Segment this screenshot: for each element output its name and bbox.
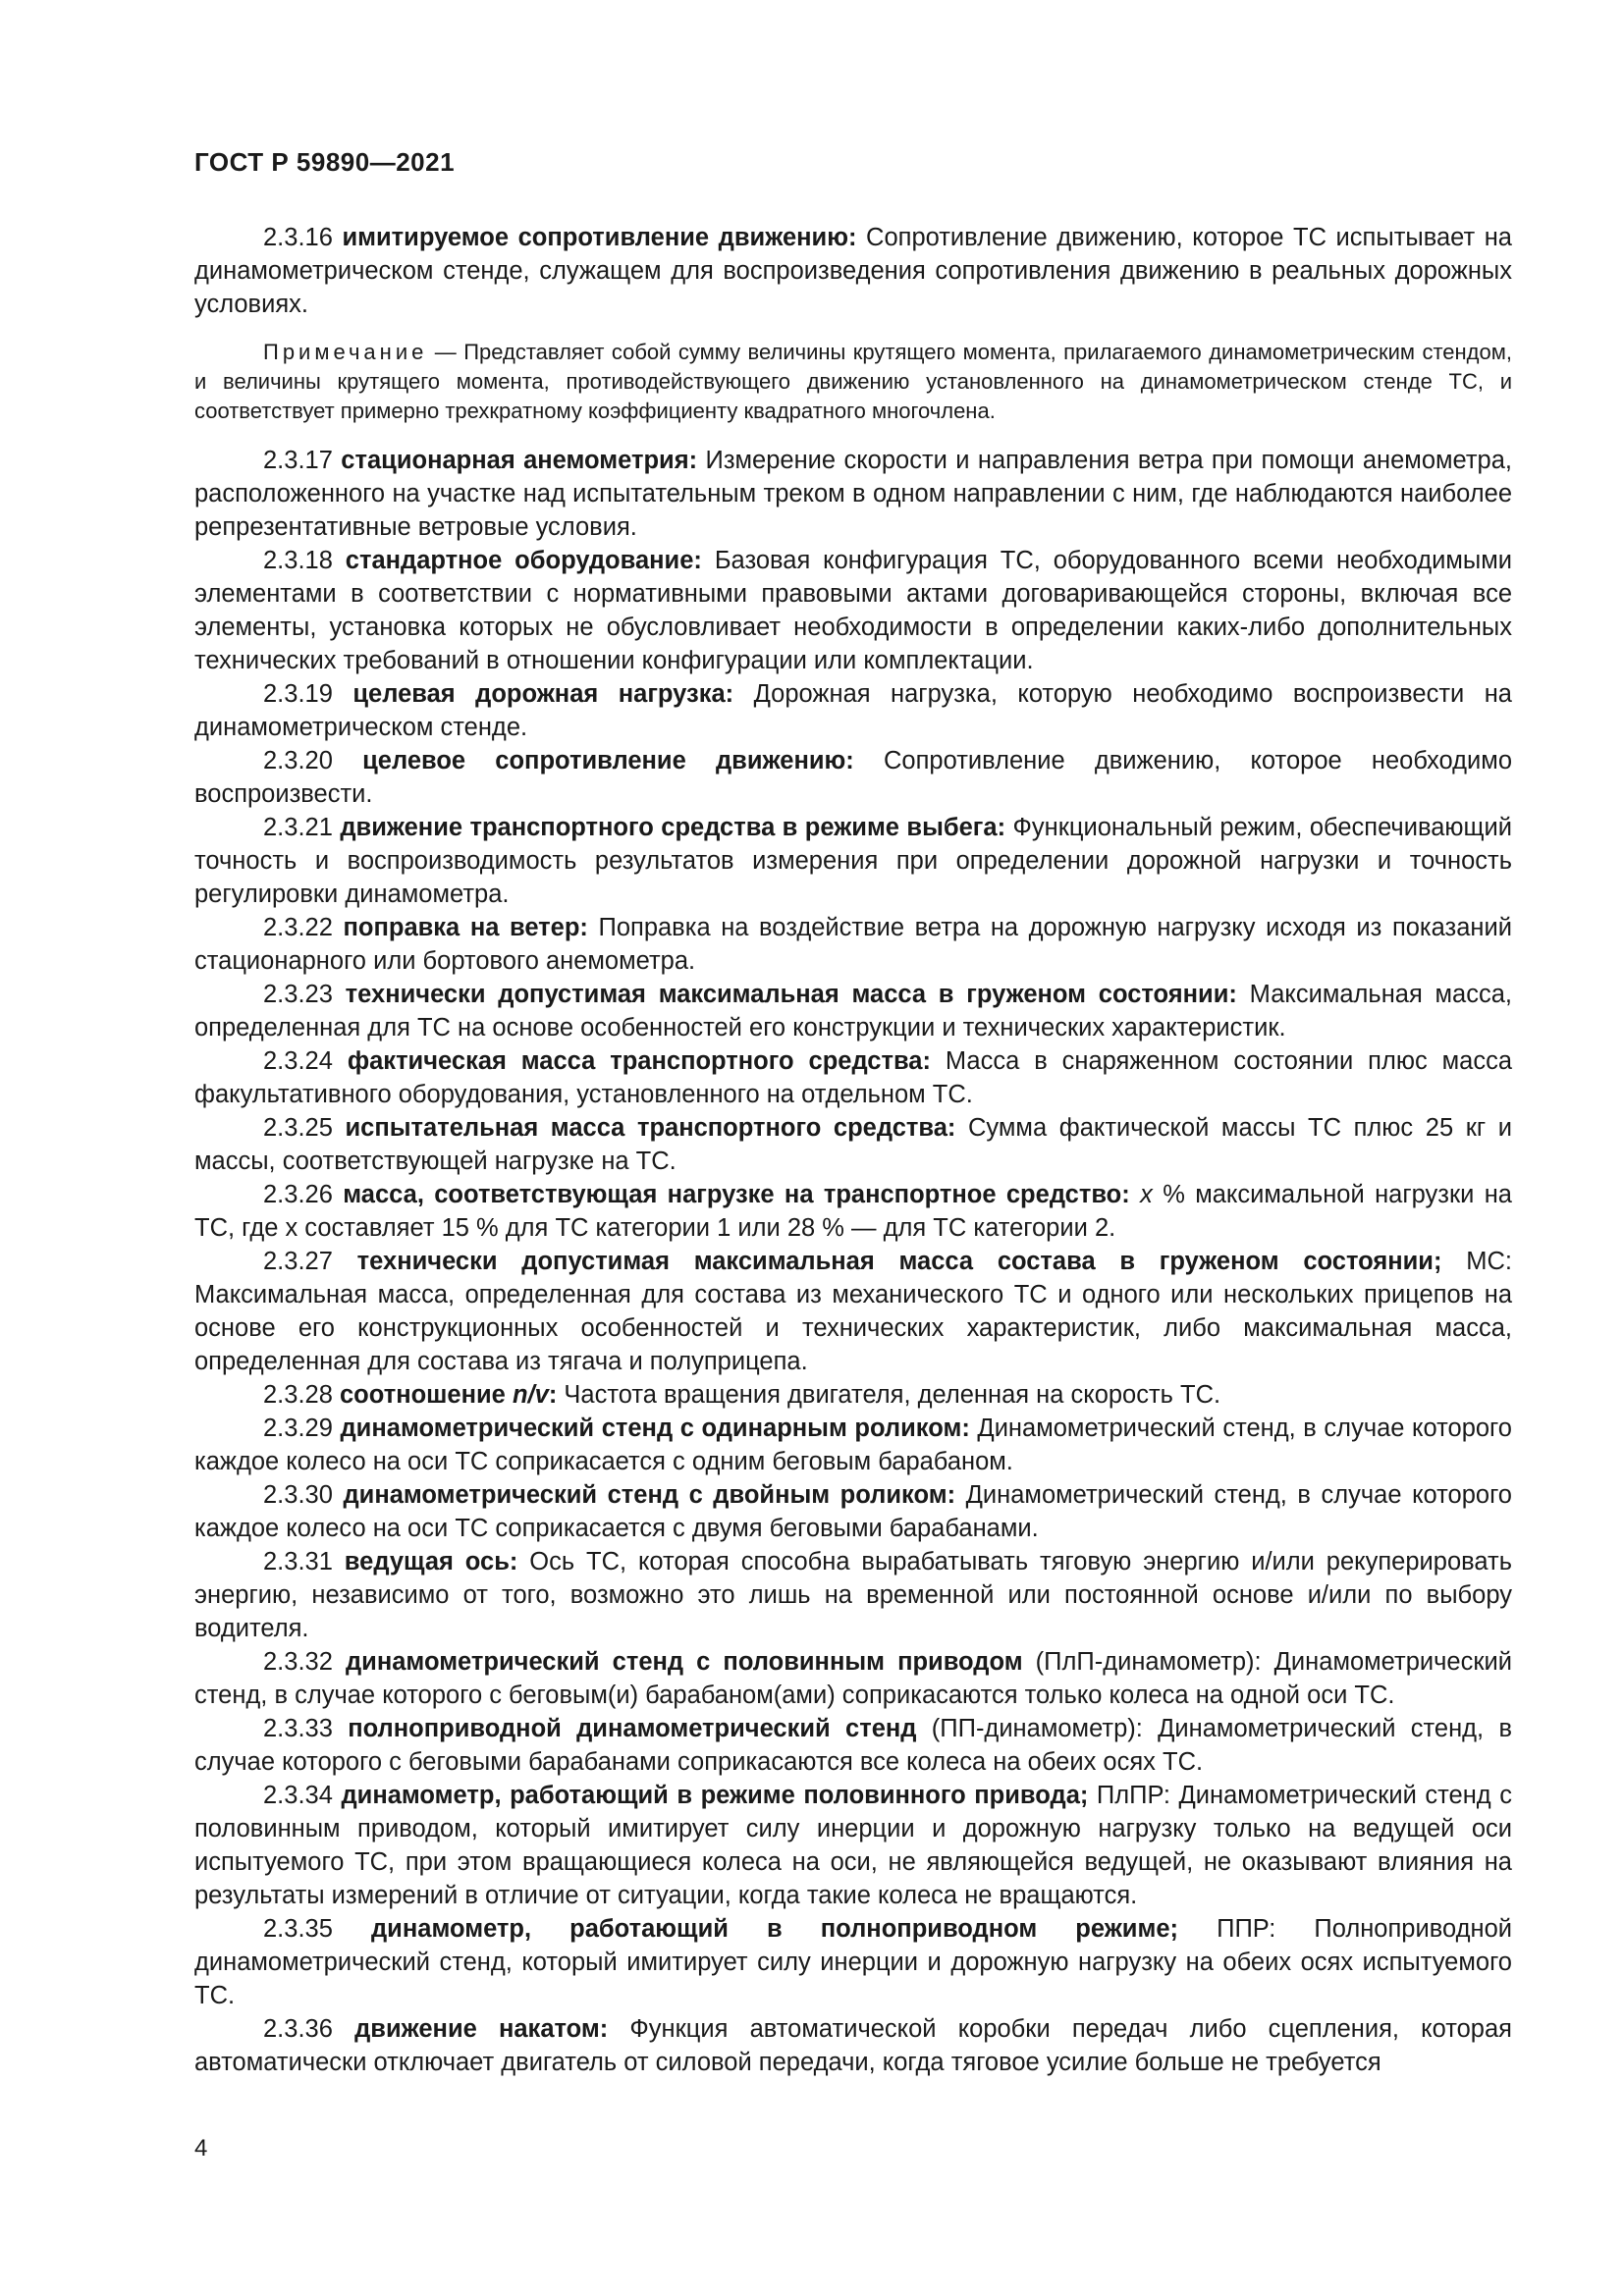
clause-number: 2.3.24 [263,1047,333,1075]
definition-item [194,1645,1512,1712]
definition-item [194,1044,1512,1111]
definition-text: Базовая конфигурация ТС, оборудованного всеми необходимыми элементами в соответствии с нормативными правовыми актами договаривающейся стороны, включая все элементы, установка которых не обусловливает необходимости в определении каких-либо дополнительных технических требований в отношении конфигурации или комплектации. [194,547,1513,674]
definition-item [194,1712,1512,1779]
clause-number: 2.3.36 [263,2015,333,2043]
clause-number: 2.3.20 [263,747,333,774]
italic-variable: x [1140,1181,1153,1208]
term: имитируемое сопротивление движению: [342,224,857,251]
definition-item [194,744,1512,811]
clause-number: 2.3.30 [263,1481,333,1509]
definition-text: ППР: Полноприводной динамометрический стенд, который имитирует силу инерции и дорожную нагрузку на обеих осях испытуемого ТС. [194,1915,1512,2009]
page-number: 4 [194,2135,208,2162]
document-body [194,221,1512,2079]
term: испытательная масса транспортного средства: [345,1114,956,1142]
term: масса, соответствующая нагрузке на транспортное средство: [343,1181,1130,1208]
term: технически допустимая максимальная масса состава в груженом состоянии; [356,1248,1442,1275]
definition-item [194,1912,1512,2012]
term-end: : [548,1381,558,1409]
definition-text: Сумма фактической массы ТС плюс 25 кг и массы, соответствующей нагрузке на ТС. [194,1114,1513,1175]
definition-text: (ПлП-динамометр): Динамометрический стенд, в случае которого с беговым(и) барабаном(ами) соприкасаются только колеса на одной оси ТС. [194,1648,1512,1709]
term: фактическая масса транспортного средства: [347,1047,931,1075]
definition-text: ПлПР: Динамометрический стенд с половинным приводом, который имитирует силу инерции и дорожную нагрузку только на ведущей оси испытуемого ТС, при этом вращающиеся колеса на оси, не являющейся ведущей, не оказывают влияния на результаты измерений в отличие от ситуации, когда такие колеса не вращаются. [194,1782,1512,1909]
clause-number: 2.3.16 [263,224,333,251]
definition-text: Сопротивление движению, которое ТС испытывает на динамометрическом стенде, служащем для воспроизведения сопротивления движению в реальных дорожных условиях. [194,224,1512,318]
term: целевое сопротивление движению: [362,747,854,774]
definition-item [194,811,1512,911]
clause-number: 2.3.21 [263,814,333,841]
definition-text: Частота вращения двигателя, деленная на скорость ТС. [564,1381,1221,1409]
definition-text: МС: Максимальная масса, определенная для состава из механического ТС и одного или нескольких прицепов на основе его конструкционных особенностей и технических характеристик, либо максимальная масса, определенная для состава из тягача и полуприцепа. [194,1248,1512,1375]
term: динамометр, работающий в режиме половинного привода; [341,1782,1089,1809]
term: полноприводной динамометрический стенд [348,1715,917,1742]
definition-2-3-16 [194,221,1512,321]
definition-text: % максимальной нагрузки на ТС, где х составляет 15 % для ТС категории 1 или 28 % — для ТС категории 2. [194,1181,1512,1242]
clause-number: 2.3.19 [263,680,333,708]
definition-text: Поправка на воздействие ветра на дорожную нагрузку исходя из показаний стационарного или бортового анемометра. [194,914,1512,975]
definition-text: Максимальная масса, определенная для ТС на основе особенностей его конструкции и технических характеристик. [194,981,1513,1041]
definition-item [194,1245,1512,1378]
term: поправка на ветер: [343,914,588,941]
clause-number: 2.3.22 [263,914,333,941]
definition-text: Динамометрический стенд, в случае которого каждое колесо на оси ТС соприкасается с одним беговым барабаном. [194,1415,1512,1475]
definition-item [194,1178,1512,1245]
definition-item [194,1545,1512,1645]
definition-item [194,1478,1512,1545]
definition-item [194,677,1512,744]
clause-number: 2.3.23 [263,981,333,1008]
definition-text: Сопротивление движению, которое необходимо воспроизвести. [194,747,1512,808]
definition-item [194,1111,1512,1178]
term: динамометр, работающий в полноприводном режиме; [371,1915,1179,1943]
note-label: Примечание [263,340,428,364]
clause-number: 2.3.26 [263,1181,333,1208]
definition-item [194,444,1512,544]
note [194,338,1512,426]
document-code-header: ГОСТ Р 59890—2021 [194,147,456,177]
term: движение транспортного средства в режиме выбега: [340,814,1006,841]
definition-text: Дорожная нагрузка, которую необходимо воспроизвести на динамометрическом стенде. [194,680,1512,741]
definition-item [194,2012,1512,2079]
definition-text: Функциональный режим, обеспечивающий точность и воспроизводимость результатов измерения при определении дорожной нагрузки и точность регулировки динамометра. [194,814,1512,908]
definition-item [194,1378,1512,1412]
clause-number: 2.3.29 [263,1415,333,1442]
term: динамометрический стенд с половинным приводом [345,1648,1023,1676]
term: ведущая ось: [344,1548,518,1575]
definition-text: Динамометрический стенд, в случае которого каждое колесо на оси ТС соприкасается с двумя беговыми барабанами. [194,1481,1512,1542]
clause-number: 2.3.32 [263,1648,333,1676]
clause-number: 2.3.34 [263,1782,333,1809]
clause-number: 2.3.18 [263,547,333,574]
term: стандартное оборудование: [345,547,702,574]
definitions-list [194,444,1512,2079]
clause-number: 2.3.35 [263,1915,333,1943]
term-italic: n/v [512,1381,549,1409]
term: технически допустимая максимальная масса в груженом состоянии: [345,981,1237,1008]
definition-item [194,1412,1512,1478]
definition-item [194,978,1512,1044]
clause-number: 2.3.25 [263,1114,333,1142]
term: стационарная анемометрия: [341,447,698,474]
clause-number: 2.3.27 [263,1248,333,1275]
term: целевая дорожная нагрузка: [352,680,734,708]
clause-number: 2.3.31 [263,1548,333,1575]
definition-item [194,544,1512,677]
note-text: — Представляет собой сумму величины крутящего момента, прилагаемого динамометрическим стендом, и величины крутящего момента, противодействующего движению установленного на динамометрическом стенде ТС, и соответствует примерно трехкратному коэффициенту квадратного многочлена. [194,340,1512,423]
clause-number: 2.3.33 [263,1715,333,1742]
term: движение накатом: [354,2015,609,2043]
term: динамометрический стенд с двойным роликом: [343,1481,956,1509]
definition-text: (ПП-динамометр): Динамометрический стенд, в случае которого с беговыми барабанами соприкасаются все колеса на обеих осях ТС. [194,1715,1512,1776]
clause-number: 2.3.17 [263,447,333,474]
definition-text: Измерение скорости и направления ветра при помощи анемометра, расположенного на участке над испытательным треком в одном направлении с ним, где наблюдаются наиболее репрезентативные ветровые условия. [194,447,1512,541]
definition-item [194,911,1512,978]
term: динамометрический стенд с одинарным роликом: [340,1415,970,1442]
definition-text: Масса в снаряженном состоянии плюс масса факультативного оборудования, установленного на отдельном ТС. [194,1047,1513,1108]
term: соотношение [340,1381,506,1409]
definition-item [194,1779,1512,1912]
definition-text: Ось ТС, которая способна вырабатывать тяговую энергию и/или рекуперировать энергию, независимо от того, возможно это лишь на временной или постоянной основе и/или по выбору водителя. [194,1548,1512,1642]
clause-number: 2.3.28 [263,1381,333,1409]
definition-text: Функция автоматической коробки передач либо сцепления, которая автоматически отключает двигатель от силовой передачи, когда тяговое усилие больше не требуется [194,2015,1512,2076]
